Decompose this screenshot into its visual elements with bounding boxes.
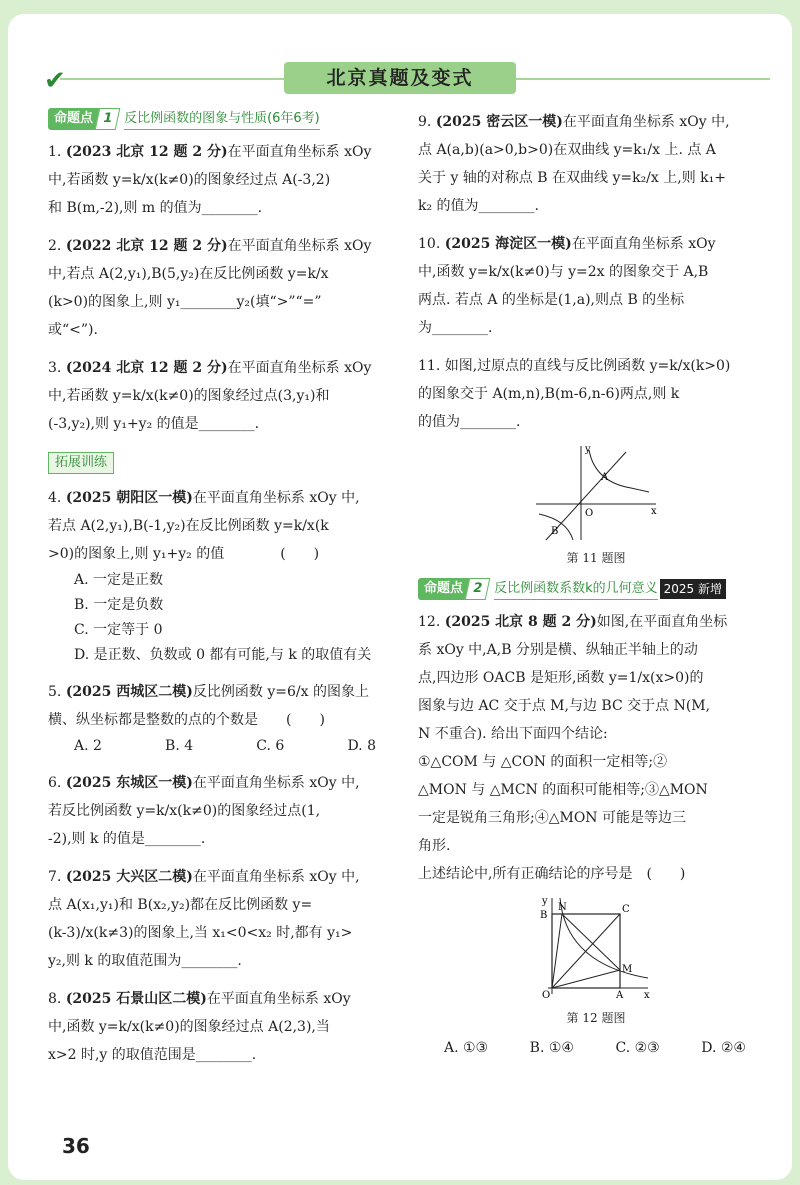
point-a-label: A (601, 472, 609, 483)
check-icon: ✔ (44, 66, 66, 96)
figure-12-diagram (536, 894, 656, 1002)
figure-11 (418, 442, 774, 568)
question-9: 9. (2025 密云区一模)在平面直角坐标系 xOy 中, 点 A(a,b)(a>0,b>0)在双曲线 y=k₁/x 上. 点 A 关于 y 轴的对称点 B 在双曲线 y=k₂/x 上,则 k₁+ k₂ 的值为________. (418, 114, 730, 214)
point-a-label: A (616, 990, 624, 1001)
axis-y-label: y (585, 444, 591, 455)
axis-y-label: y (542, 896, 548, 907)
section-number: 2 (465, 578, 491, 600)
question-12: 12. (2025 北京 8 题 2 分)如图,在平面直角坐标 系 xOy 中,A,B 分别是横、纵轴正半轴上的动 点,四边形 OACB 是矩形,函数 y=1/x(x>0)的 图象与边 AC 交于点 M,与边 BC 交于点 N(M, N 不重合). 给出下面四个结论: ①△COM 与 △CON 的面积一定相等;② △MON 与 △MCN 的面积可能相等;③△MON 一定是锐角三角形;④△MON 可能是等边三 角形. 上述结论中,所有正确结论的序号是 ( ) y x O A B C N M 第 12 题图 A. ①③ B. ①④ C. ②③ D. ②④ (418, 608, 774, 1061)
figure-11-diagram (531, 442, 661, 542)
axis-x-label: x (644, 990, 650, 1001)
question-3: 3. (2024 北京 12 题 2 分)在平面直角坐标系 xOy 中,若函数 y=k/x(k≠0)的图象经过点(3,y₁)和 (-3,y₂),则 y₁+y₂ 的值是________. (48, 360, 372, 432)
option-d: D. 是正数、负数或 0 都有可能,与 k 的取值有关 (74, 647, 372, 663)
section-header-2 (418, 578, 774, 600)
axis-x-label: x (651, 506, 657, 517)
question-6: 6. (2025 东城区一模)在平面直角坐标系 xOy 中, 若反比例函数 y=k/x(k≠0)的图象经过点(1, -2),则 k 的值是________. (48, 775, 360, 847)
section-header-1 (48, 108, 404, 130)
options-row: A. ①③ B. ①④ C. ②③ D. ②④ (444, 1040, 746, 1056)
question-5: 5. (2025 西城区二模)反比例函数 y=6/x 的图象上 横、纵坐标都是整数的点的个数是 ( ) A. 2 B. 4 C. 6 D. 8 (48, 678, 404, 759)
new-badge: 2025 新增 (660, 579, 726, 599)
point-b-label: B (551, 526, 559, 537)
extend-training-label: 拓展训练 (48, 452, 114, 474)
question-1: 1. (2023 北京 12 题 2 分)在平面直角坐标系 xOy 中,若函数 y=k/x(k≠0)的图象经过点 A(-3,2) 和 B(m,-2),则 m 的值为________. (48, 144, 372, 216)
section-title: 反比例函数系数k的几何意义 (494, 579, 658, 600)
point-c-label: C (622, 904, 630, 915)
right-column (418, 108, 774, 1071)
header-banner (0, 58, 800, 98)
options-row: A. 2 B. 4 C. 6 D. 8 (74, 738, 376, 754)
question-4: 4. (2025 朝阳区一模)在平面直角坐标系 xOy 中, 若点 A(2,y₁),B(-1,y₂)在反比例函数 y=k/x(k >0)的图象上,则 y₁+y₂ 的值 ( ) A. 一定是正数 B. 一定是负数 C. 一定等于 0 D. 是正数、负数或 0 都有可能,与 k 的取值有关 (48, 484, 404, 668)
figure-11-caption: 第 11 题图 (566, 551, 626, 565)
banner-title: 北京真题及变式 (284, 62, 516, 94)
section-tag: 命题点 (48, 108, 99, 130)
point-b-label: B (540, 910, 548, 921)
question-7: 7. (2025 大兴区二模)在平面直角坐标系 xOy 中, 点 A(x₁,y₁)和 B(x₂,y₂)都在反比例函数 y= (k-3)/x(k≠3)的图象上,当 x₁<0<x₂ 时,都有 y₁> y₂,则 k 的取值范围为________. (48, 869, 360, 969)
origin-label: O (542, 990, 551, 1001)
option-b: B. 一定是负数 (74, 597, 164, 613)
page-number: 36 (62, 1134, 90, 1158)
option-a: A. 一定是正数 (74, 572, 164, 588)
question-8: 8. (2025 石景山区二模)在平面直角坐标系 xOy 中,函数 y=k/x(k≠0)的图象经过点 A(2,3),当 x>2 时,y 的取值范围是________. (48, 991, 351, 1063)
question-2: 2. (2022 北京 12 题 2 分)在平面直角坐标系 xOy 中,若点 A(2,y₁),B(5,y₂)在反比例函数 y=k/x (k>0)的图象上,则 y₁________y₂(填“>”“=” 或“<”). (48, 238, 372, 338)
section-tag: 命题点 (418, 578, 469, 600)
question-10: 10. (2025 海淀区一模)在平面直角坐标系 xOy 中,函数 y=k/x(k≠0)与 y=2x 的图象交于 A,B 两点. 若点 A 的坐标是(1,a),则点 B 的坐标 为________. (418, 236, 716, 336)
section-number: 1 (95, 108, 121, 130)
origin-label: O (585, 508, 594, 519)
figure-12 (418, 894, 774, 1028)
left-column (48, 108, 404, 1079)
point-n-label: N (558, 902, 567, 913)
option-c: C. 一定等于 0 (74, 622, 163, 638)
point-m-label: M (622, 964, 633, 975)
figure-12-caption: 第 12 题图 (566, 1011, 626, 1025)
question-11: 11. 如图,过原点的直线与反比例函数 y=k/x(k>0) 的图象交于 A(m,n),B(m-6,n-6)两点,则 k 的值为________. y x O A B 第 11 题图 (418, 352, 774, 568)
section-title: 反比例函数的图象与性质(6年6考) (124, 109, 320, 130)
